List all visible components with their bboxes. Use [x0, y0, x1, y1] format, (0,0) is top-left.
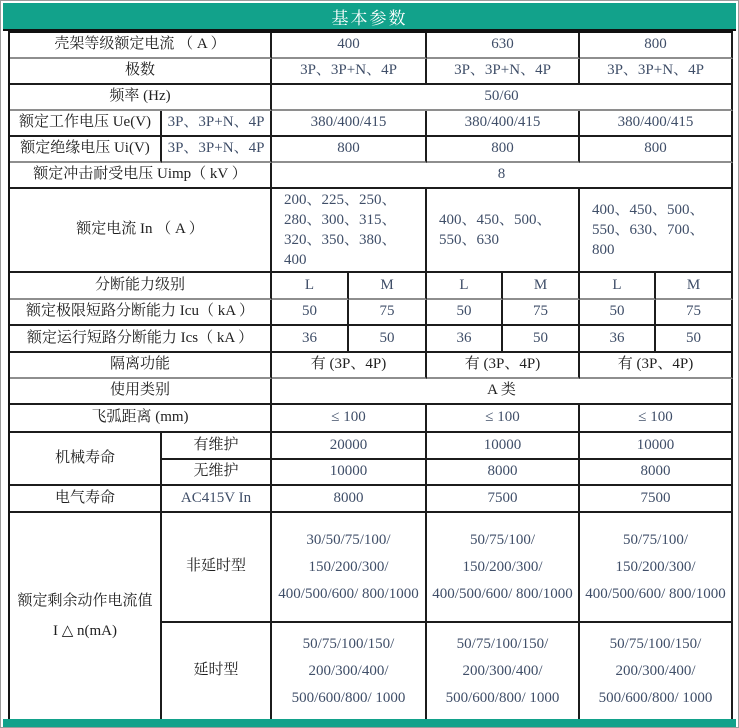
electrical-life-sublabel: AC415V In: [162, 486, 272, 513]
value-cell: 400、450、500、 550、630: [427, 189, 580, 273]
value-cell: 10000: [272, 460, 427, 486]
value-cell: 有 (3P、4P): [427, 353, 580, 379]
mechanical-life-sublabel: 有维护: [162, 433, 272, 460]
value-cell: 50/60: [272, 85, 733, 111]
value-cell: 8: [272, 163, 733, 189]
row-ics: [10, 326, 733, 353]
row-isolation: [10, 353, 733, 379]
value-cell: L: [272, 273, 349, 300]
frequency-label: 频率 (Hz): [10, 85, 272, 111]
value-cell: 3P、3P+N、4P: [272, 59, 427, 85]
row-rated-current: [10, 189, 733, 273]
row-icu: [10, 300, 733, 326]
icu-label: 额定极限短路分断能力 Icu（ kA ）: [10, 300, 272, 326]
value-cell: ≤ 100: [272, 405, 427, 433]
value-cell: 630: [427, 33, 580, 59]
residual-current-label-line2: I △ n(mA): [52, 623, 118, 639]
insulation-voltage-label: 额定绝缘电压 Ui(V): [10, 137, 162, 163]
row-mechanical-life-maintained: [10, 433, 733, 460]
value-cell: 400、450、500、 550、630、700、 800: [580, 189, 733, 273]
value-cell: 有 (3P、4P): [580, 353, 733, 379]
value-cell: 8000: [272, 486, 427, 513]
mechanical-life-sublabel: 无维护: [162, 460, 272, 486]
table-title: 基本参数: [331, 8, 408, 28]
value-cell: 50: [580, 300, 656, 326]
electrical-life-label: 电气寿命: [10, 486, 162, 513]
value-cell: 800: [580, 33, 733, 59]
value-cell: 800: [580, 137, 733, 163]
value-cell: M: [503, 273, 580, 300]
table-title-band: [3, 3, 736, 31]
ics-label: 额定运行短路分断能力 Ics（ kA ）: [10, 326, 272, 353]
row-residual-non-delay: [10, 513, 733, 623]
residual-non-delay-sublabel: 非延时型: [162, 513, 272, 623]
value-cell: 10000: [427, 433, 580, 460]
isolation-label: 隔离功能: [10, 353, 272, 379]
residual-current-label: [10, 513, 162, 721]
row-frame-current: [10, 33, 733, 59]
value-cell: 3P、3P+N、4P: [427, 59, 580, 85]
value-cell: 8000: [427, 460, 580, 486]
utilization-category-label: 使用类别: [10, 379, 272, 405]
row-working-voltage: [10, 111, 733, 137]
value-cell: 36: [427, 326, 503, 353]
row-poles: [10, 59, 733, 85]
value-cell: M: [349, 273, 427, 300]
value-cell: 380/400/415: [427, 111, 580, 137]
value-cell: 3P、3P+N、4P: [580, 59, 733, 85]
row-utilization-category: [10, 379, 733, 405]
value-cell: 75: [656, 300, 733, 326]
basic-parameters-table: [8, 31, 733, 721]
row-insulation-voltage: [10, 137, 733, 163]
value-cell: 7500: [427, 486, 580, 513]
value-cell: 50/75/100/ 150/200/300/ 400/500/600/ 800/1000: [580, 513, 733, 623]
value-cell: 8000: [580, 460, 733, 486]
frame-current-label: 壳架等级额定电流 （ A ）: [10, 33, 272, 59]
value-cell: 50/75/100/150/ 200/300/400/ 500/600/800/ 1000: [427, 623, 580, 721]
row-frequency: [10, 85, 733, 111]
working-voltage-sublabel: 3P、3P+N、4P: [162, 111, 272, 137]
value-cell: 7500: [580, 486, 733, 513]
row-breaking-class: [10, 273, 733, 300]
value-cell: 50/75/100/150/ 200/300/400/ 500/600/800/ 1000: [580, 623, 733, 721]
value-cell: 800: [427, 137, 580, 163]
value-cell: 50/75/100/ 150/200/300/ 400/500/600/ 800/1000: [427, 513, 580, 623]
value-cell: M: [656, 273, 733, 300]
arc-distance-label: 飞弧距离 (mm): [10, 405, 272, 433]
value-cell: 50: [349, 326, 427, 353]
value-cell: 50: [656, 326, 733, 353]
breaking-class-label: 分断能力级别: [10, 273, 272, 300]
value-cell: 380/400/415: [272, 111, 427, 137]
value-cell: 800: [272, 137, 427, 163]
value-cell: 20000: [272, 433, 427, 460]
rated-current-label: 额定电流 In （ A ）: [10, 189, 272, 273]
insulation-voltage-sublabel: 3P、3P+N、4P: [162, 137, 272, 163]
poles-label: 极数: [10, 59, 272, 85]
row-impulse-voltage: [10, 163, 733, 189]
value-cell: A 类: [272, 379, 733, 405]
value-cell: 有 (3P、4P): [272, 353, 427, 379]
working-voltage-label: 额定工作电压 Ue(V): [10, 111, 162, 137]
value-cell: 30/50/75/100/ 150/200/300/ 400/500/600/ 800/1000: [272, 513, 427, 623]
row-arc-distance: [10, 405, 733, 433]
impulse-voltage-label: 额定冲击耐受电压 Uimp（ kV ）: [10, 163, 272, 189]
value-cell: 75: [349, 300, 427, 326]
value-cell: 400: [272, 33, 427, 59]
value-cell: ≤ 100: [580, 405, 733, 433]
value-cell: L: [580, 273, 656, 300]
value-cell: 36: [272, 326, 349, 353]
value-cell: 50/75/100/150/ 200/300/400/ 500/600/800/ 1000: [272, 623, 427, 721]
value-cell: L: [427, 273, 503, 300]
mechanical-life-label: 机械寿命: [10, 433, 162, 486]
residual-current-label-line1: 额定剩余动作电流值: [17, 593, 153, 609]
residual-delay-sublabel: 延时型: [162, 623, 272, 721]
value-cell: 10000: [580, 433, 733, 460]
value-cell: 200、225、250、 280、300、315、 320、350、380、 400: [272, 189, 427, 273]
value-cell: 75: [503, 300, 580, 326]
value-cell: 380/400/415: [580, 111, 733, 137]
row-electrical-life: [10, 486, 733, 513]
value-cell: 50: [427, 300, 503, 326]
value-cell: 50: [272, 300, 349, 326]
bottom-accent-band: [3, 719, 736, 727]
value-cell: 36: [580, 326, 656, 353]
value-cell: ≤ 100: [427, 405, 580, 433]
value-cell: 50: [503, 326, 580, 353]
